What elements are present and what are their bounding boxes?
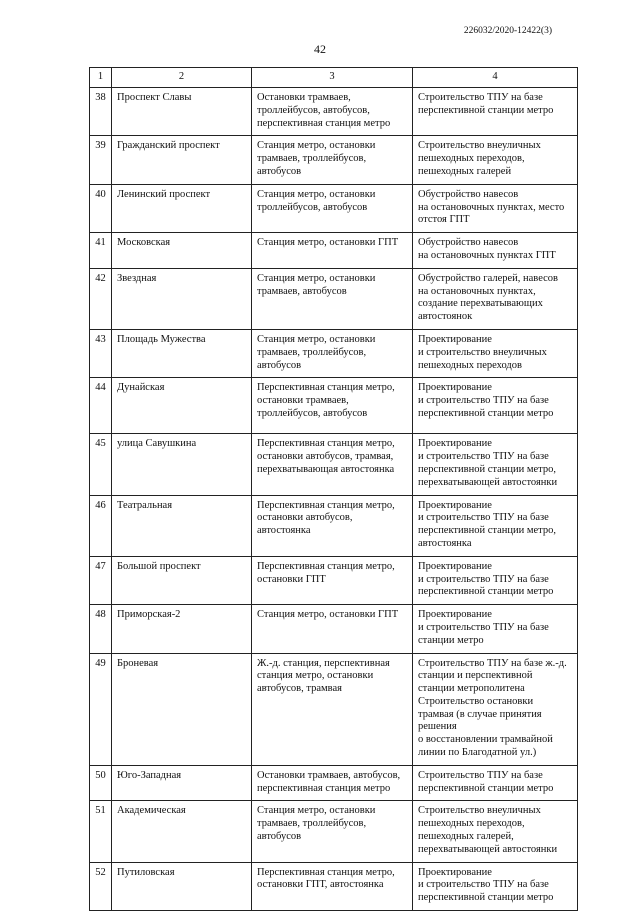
table-row [90,268,578,329]
transport-types: Станция метро, остановки трамваев, троллейбусов, автобусов [252,329,413,377]
table-row [90,88,578,136]
planned-measures: Проектирование и строительство ТПУ на базе перспективной станции метро, автостоянка [413,495,578,556]
planned-measures: Обустройство навесов на остановочных пунктах ГПТ [413,233,578,269]
table-row [90,329,578,377]
planned-measures: Строительство ТПУ на базе ж.-д. станции и перспективной станции метрополитена Строительство остановки трамвая (в случае принятия решения о восстановлении трамвайной линии по Благодатной ул.) [413,653,578,765]
column-header-1: 1 [90,68,112,88]
station-name: Московская [112,233,252,269]
planned-measures: Строительство внеуличных пешеходных переходов, пешеходных галерей [413,136,578,184]
table-body [90,88,578,911]
page-number: 42 [314,42,326,56]
station-name: Гражданский проспект [112,136,252,184]
planned-measures: Проектирование и строительство ТПУ на базе перспективной станции метро [413,862,578,910]
planned-measures: Проектирование и строительство ТПУ на базе станции метро [413,605,578,653]
planned-measures: Строительство внеуличных пешеходных переходов, пешеходных галерей, перехватывающей автостоянки [413,801,578,862]
row-number: 45 [90,434,112,495]
row-number: 38 [90,88,112,136]
document-code: 226032/2020-12422(3) [463,26,552,36]
station-name: Академическая [112,801,252,862]
row-number: 41 [90,233,112,269]
transport-types: Перспективная станция метро, остановки автобусов, трамвая, перехватывающая автостоянка [252,434,413,495]
transport-types: Станция метро, остановки троллейбусов, автобусов [252,184,413,232]
station-name: Дунайская [112,378,252,434]
station-name: улица Савушкина [112,434,252,495]
planned-measures: Обустройство галерей, навесов на остановочных пунктах, создание перехватывающих автостоянок [413,268,578,329]
row-number: 52 [90,862,112,910]
transport-types: Перспективная станция метро, остановки автобусов, автостоянка [252,495,413,556]
transport-types: Станция метро, остановки ГПТ [252,605,413,653]
table-row [90,495,578,556]
table-row [90,556,578,604]
planned-measures: Проектирование и строительство ТПУ на базе перспективной станции метро [413,556,578,604]
table-header-row [90,68,578,88]
row-number: 43 [90,329,112,377]
planned-measures: Проектирование и строительство ТПУ на базе перспективной станции метро, перехватывающей автостоянки [413,434,578,495]
planned-measures: Проектирование и строительство внеуличных пешеходных переходов [413,329,578,377]
station-name: Звездная [112,268,252,329]
table-row [90,136,578,184]
column-header-2: 2 [112,68,252,88]
transport-types: Остановки трамваев, троллейбусов, автобусов, перспективная станция метро [252,88,413,136]
station-name: Путиловская [112,862,252,910]
transport-types: Станция метро, остановки ГПТ [252,233,413,269]
table-row [90,801,578,862]
table-row [90,862,578,910]
transport-types: Перспективная станция метро, остановки трамваев, троллейбусов, автобусов [252,378,413,434]
planned-measures: Обустройство навесов на остановочных пунктах, место отстоя ГПТ [413,184,578,232]
table-row [90,653,578,765]
planned-measures: Строительство ТПУ на базе перспективной станции метро [413,88,578,136]
row-number: 46 [90,495,112,556]
planned-measures: Проектирование и строительство ТПУ на базе перспективной станции метро [413,378,578,434]
table-row [90,184,578,232]
row-number: 42 [90,268,112,329]
row-number: 44 [90,378,112,434]
table-row [90,605,578,653]
station-name: Ленинский проспект [112,184,252,232]
row-number: 40 [90,184,112,232]
stations-table [89,67,578,911]
table-row [90,233,578,269]
table-row [90,434,578,495]
row-number: 51 [90,801,112,862]
row-number: 49 [90,653,112,765]
station-name: Броневая [112,653,252,765]
column-header-4: 4 [413,68,578,88]
station-name: Большой проспект [112,556,252,604]
transport-types: Станция метро, остановки трамваев, троллейбусов, автобусов [252,136,413,184]
transport-types: Станция метро, остановки трамваев, троллейбусов, автобусов [252,801,413,862]
table-row [90,765,578,801]
station-name: Театральная [112,495,252,556]
station-name: Юго-Западная [112,765,252,801]
row-number: 50 [90,765,112,801]
transport-types: Перспективная станция метро, остановки ГПТ, автостоянка [252,862,413,910]
row-number: 47 [90,556,112,604]
transport-types: Ж.-д. станция, перспективная станция метро, остановки автобусов, трамвая [252,653,413,765]
transport-types: Перспективная станция метро, остановки ГПТ [252,556,413,604]
row-number: 39 [90,136,112,184]
column-header-3: 3 [252,68,413,88]
station-name: Площадь Мужества [112,329,252,377]
row-number: 48 [90,605,112,653]
station-name: Приморская-2 [112,605,252,653]
transport-types: Остановки трамваев, автобусов, перспективная станция метро [252,765,413,801]
transport-types: Станция метро, остановки трамваев, автобусов [252,268,413,329]
planned-measures: Строительство ТПУ на базе перспективной станции метро [413,765,578,801]
table-row [90,378,578,434]
station-name: Проспект Славы [112,88,252,136]
